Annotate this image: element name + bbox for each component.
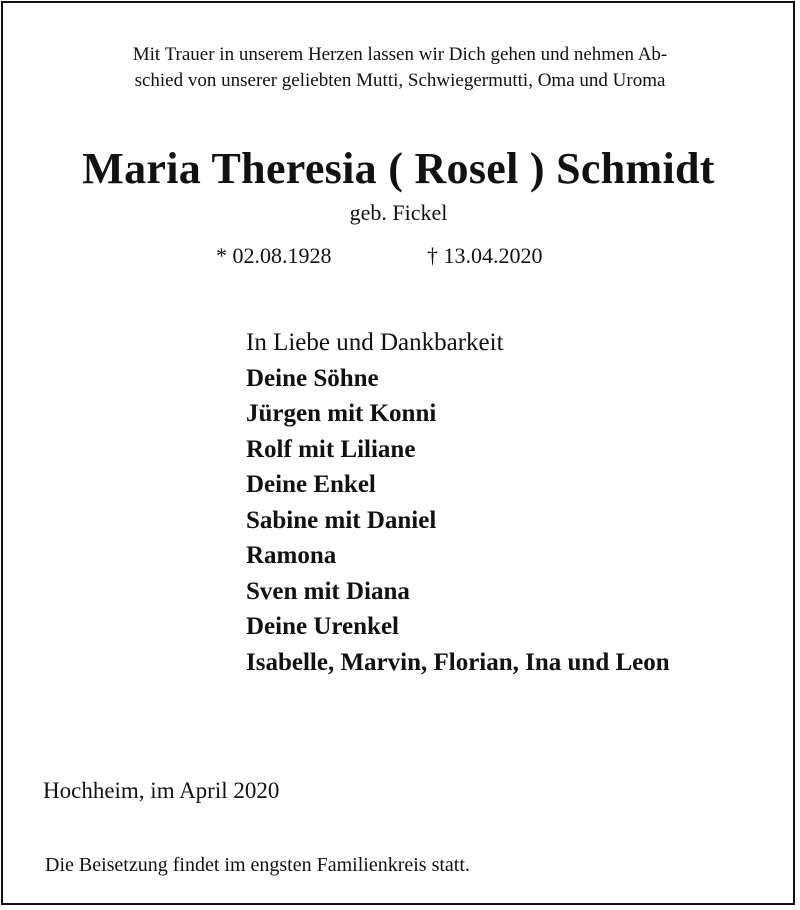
mourner-line: Rolf mit Liliane bbox=[246, 435, 416, 463]
place-date: Hochheim, im April 2020 bbox=[43, 778, 280, 803]
birth-date: * 02.08.1928 bbox=[216, 243, 332, 268]
intro-text bbox=[40, 42, 760, 94]
maiden-name: geb. Fickel bbox=[349, 200, 448, 225]
death-date: † 13.04.2020 bbox=[427, 243, 543, 268]
intro-line: schied von unserer geliebten Mutti, Schwiegermutti, Oma und Uroma bbox=[134, 70, 666, 91]
mourners-list bbox=[246, 325, 670, 680]
mourner-line: Deine Enkel bbox=[246, 471, 376, 498]
mourner-line: Jürgen mit Konni bbox=[246, 400, 437, 427]
intro-line: Mit Trauer in unserem Herzen lassen wir Dich gehen und nehmen Ab- bbox=[132, 44, 668, 65]
deceased-name: Maria Theresia ( Rosel ) Schmidt bbox=[82, 144, 715, 193]
burial-note: Die Beisetzung findet im engsten Familienkreis statt. bbox=[45, 854, 470, 876]
mourner-line: Deine Söhne bbox=[246, 364, 379, 392]
mourners-closing: In Liebe und Dankbarkeit bbox=[246, 329, 504, 356]
mourner-line: Ramona bbox=[246, 542, 337, 569]
mourner-line: Sabine mit Daniel bbox=[246, 506, 437, 534]
mourner-line: Sven mit Diana bbox=[246, 577, 410, 605]
mourner-line: Isabelle, Marvin, Florian, Ina und Leon bbox=[246, 648, 670, 676]
mourner-line: Deine Urenkel bbox=[246, 613, 399, 640]
